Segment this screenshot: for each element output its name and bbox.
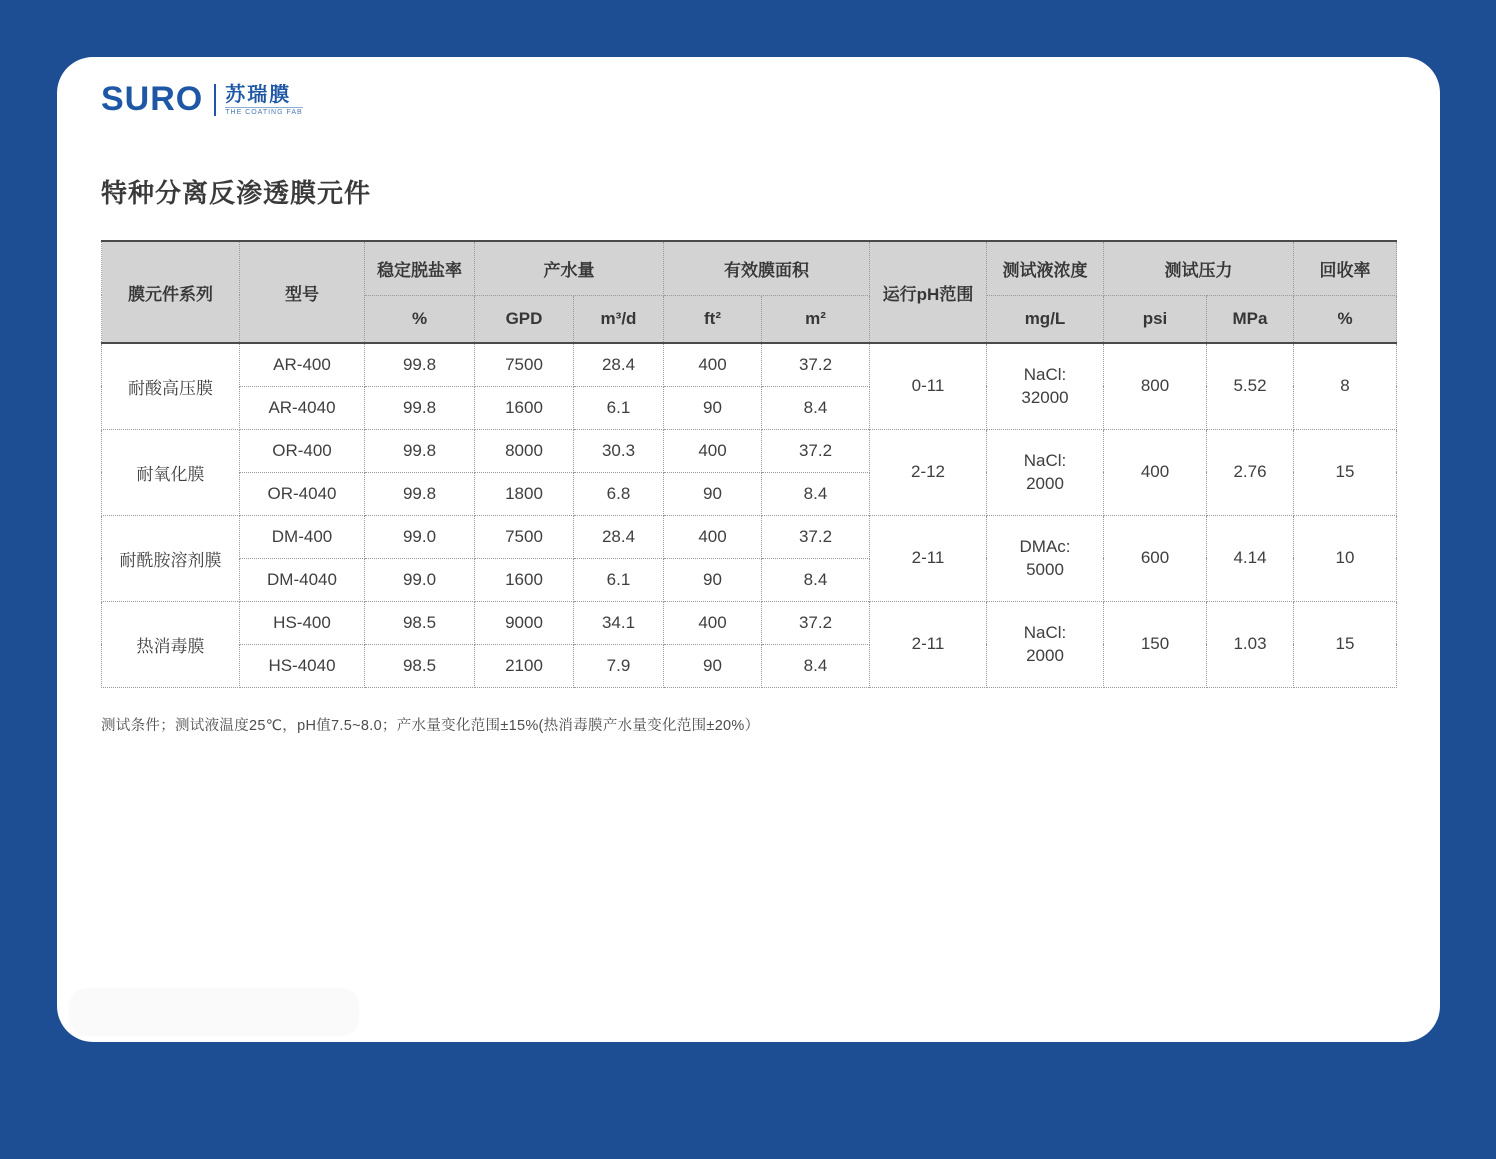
header-ph-range: 运行pH范围: [870, 241, 987, 343]
cell-rejection: 98.5: [365, 644, 475, 687]
cell-m3d: 28.4: [574, 343, 664, 386]
header-area: 有效膜面积: [664, 241, 870, 295]
cell-series: 热消毒膜: [102, 601, 240, 687]
cell-model: OR-4040: [240, 472, 365, 515]
brand-logo: [101, 79, 1396, 131]
cell-solution: [987, 515, 1104, 601]
brand-name: SURO: [101, 80, 204, 118]
header-concentration-unit: mg/L: [987, 295, 1104, 343]
cell-psi: 400: [1104, 429, 1207, 515]
cell-ft2: 400: [664, 343, 762, 386]
cell-series: 耐酸高压膜: [102, 343, 240, 429]
cell-solution: [987, 601, 1104, 687]
logo-divider: [214, 84, 216, 116]
cell-rejection: 99.8: [365, 343, 475, 386]
brand-name-cn-block: [225, 84, 303, 116]
cell-solution: [987, 429, 1104, 515]
cell-ft2: 90: [664, 386, 762, 429]
cell-recovery: 10: [1294, 515, 1397, 601]
solution-name: NaCl:: [1023, 451, 1067, 470]
cell-ph: 0-11: [870, 343, 987, 429]
cell-series: 耐氧化膜: [102, 429, 240, 515]
header-rejection: 稳定脱盐率: [365, 241, 475, 295]
header-concentration: 测试液浓度: [987, 241, 1104, 295]
table-body: [102, 343, 1397, 687]
cell-gpd: 1600: [475, 386, 574, 429]
cell-ft2: 90: [664, 472, 762, 515]
faint-watermark: [69, 988, 359, 1036]
cell-m3d: 6.1: [574, 386, 664, 429]
header-rejection-unit: %: [365, 295, 475, 343]
cell-mpa: 1.03: [1207, 601, 1294, 687]
cell-model: DM-400: [240, 515, 365, 558]
cell-m3d: 34.1: [574, 601, 664, 644]
cell-series: 耐酰胺溶剂膜: [102, 515, 240, 601]
header-model: 型号: [240, 241, 365, 343]
cell-model: AR-4040: [240, 386, 365, 429]
cell-psi: 600: [1104, 515, 1207, 601]
header-area-unit-ft2: ft²: [664, 295, 762, 343]
cell-rejection: 99.8: [365, 472, 475, 515]
cell-m3d: 28.4: [574, 515, 664, 558]
cell-m2: 8.4: [762, 472, 870, 515]
cell-mpa: 5.52: [1207, 343, 1294, 429]
table-row: [102, 429, 1397, 472]
cell-m2: 8.4: [762, 386, 870, 429]
cell-rejection: 99.0: [365, 515, 475, 558]
cell-recovery: 15: [1294, 601, 1397, 687]
cell-m3d: 30.3: [574, 429, 664, 472]
cell-model: OR-400: [240, 429, 365, 472]
header-pressure-unit-mpa: MPa: [1207, 295, 1294, 343]
brand-name-cn: 苏瑞膜: [225, 84, 292, 106]
page-title: 特种分离反渗透膜元件: [101, 178, 372, 208]
cell-recovery: 8: [1294, 343, 1397, 429]
header-series: 膜元件系列: [102, 241, 240, 343]
header-area-unit-m2: m²: [762, 295, 870, 343]
test-conditions-note: 测试条件；测试液温度25℃，pH值7.5~8.0；产水量变化范围±15%(热消毒膜产水量变化范围±20%）: [101, 717, 760, 734]
cell-ft2: 400: [664, 601, 762, 644]
header-recovery-unit: %: [1294, 295, 1397, 343]
cell-ft2: 90: [664, 558, 762, 601]
cell-m3d: 7.9: [574, 644, 664, 687]
cell-m2: 8.4: [762, 644, 870, 687]
cell-rejection: 98.5: [365, 601, 475, 644]
brand-tagline: THE COATING FAB: [225, 109, 303, 116]
header-recovery: 回收率: [1294, 241, 1397, 295]
cell-model: HS-4040: [240, 644, 365, 687]
solution-value: 32000: [1021, 388, 1069, 408]
cell-rejection: 99.0: [365, 558, 475, 601]
cell-recovery: 15: [1294, 429, 1397, 515]
cell-mpa: 4.14: [1207, 515, 1294, 601]
cell-solution: [987, 343, 1104, 429]
cell-ft2: 90: [664, 644, 762, 687]
cell-gpd: 1600: [475, 558, 574, 601]
cell-psi: 150: [1104, 601, 1207, 687]
header-pressure: 测试压力: [1104, 241, 1294, 295]
cell-model: HS-400: [240, 601, 365, 644]
cell-rejection: 99.8: [365, 429, 475, 472]
cell-gpd: 2100: [475, 644, 574, 687]
table-header: [102, 241, 1397, 343]
cell-m2: 37.2: [762, 429, 870, 472]
cell-model: DM-4040: [240, 558, 365, 601]
cell-gpd: 9000: [475, 601, 574, 644]
page-card: [57, 57, 1440, 1042]
solution-value: 2000: [1026, 474, 1064, 493]
cell-ft2: 400: [664, 429, 762, 472]
table-row: [102, 343, 1397, 386]
header-row-main: [102, 241, 1397, 295]
table-row: [102, 515, 1397, 558]
solution-name: NaCl:: [1023, 623, 1067, 642]
cell-ph: 2-11: [870, 515, 987, 601]
header-flow-unit-m3d: m³/d: [574, 295, 664, 343]
cell-gpd: 8000: [475, 429, 574, 472]
solution-name: NaCl:: [1023, 365, 1067, 385]
cell-gpd: 7500: [475, 343, 574, 386]
header-pressure-unit-psi: psi: [1104, 295, 1207, 343]
cell-m2: 37.2: [762, 601, 870, 644]
solution-value: 2000: [1026, 646, 1064, 665]
cell-rejection: 99.8: [365, 386, 475, 429]
header-flow: 产水量: [475, 241, 664, 295]
cell-ph: 2-11: [870, 601, 987, 687]
cell-ph: 2-12: [870, 429, 987, 515]
spec-table: [101, 240, 1397, 688]
solution-name: DMAc:: [1019, 537, 1071, 556]
cell-m2: 37.2: [762, 343, 870, 386]
cell-psi: 800: [1104, 343, 1207, 429]
cell-m2: 8.4: [762, 558, 870, 601]
table-row: [102, 601, 1397, 644]
cell-gpd: 1800: [475, 472, 574, 515]
cell-ft2: 400: [664, 515, 762, 558]
cell-m2: 37.2: [762, 515, 870, 558]
cell-gpd: 7500: [475, 515, 574, 558]
cell-m3d: 6.1: [574, 558, 664, 601]
solution-value: 5000: [1026, 560, 1064, 579]
cell-m3d: 6.8: [574, 472, 664, 515]
cell-model: AR-400: [240, 343, 365, 386]
header-flow-unit-gpd: GPD: [475, 295, 574, 343]
cell-mpa: 2.76: [1207, 429, 1294, 515]
